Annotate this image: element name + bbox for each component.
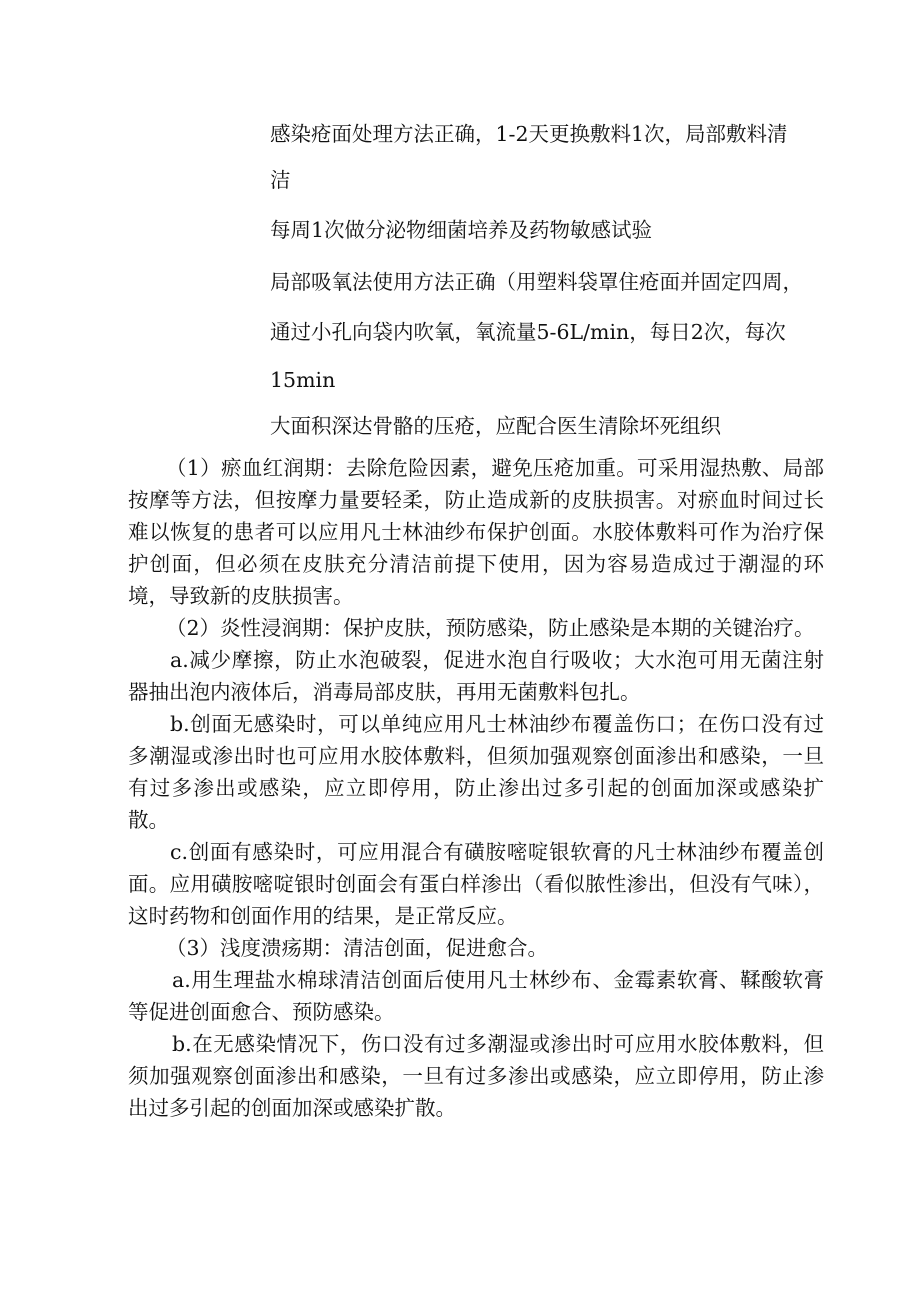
paragraph-stage2-b: b.创面无感染时，可以单纯应用凡士林油纱布覆盖伤口；在伤口没有过多潮湿或渗出时也可应用水胶体敷料，但须加强观察创面渗出和感染，一旦有过多渗出或感染，应立即停用，防止渗出过多引起的创面加深或感染扩散。: [128, 712, 824, 832]
measure-line: 通过小孔向袋内吹氧，氧流量5-6L/min，每日2次，每次: [270, 320, 786, 344]
measure-line: 每周1次做分泌物细菌培养及药物敏感试验: [270, 218, 653, 242]
paragraph-stage3-a: a.用生理盐水棉球清洁创面后使用凡士林纱布、金霉素软膏、鞣酸软膏等促进创面愈合、预防感染。: [128, 968, 824, 1024]
paragraph-stage3-b: b.在无感染情况下，伤口没有过多潮湿或渗出时可应用水胶体敷料，但须加强观察创面渗出和感染，一旦有过多渗出或感染，应立即停用，防止渗出过多引起的创面加深或感染扩散。: [128, 1032, 824, 1120]
measure-line: 15min: [270, 368, 336, 392]
paragraph-stage3: （3）浅度溃疡期：清洁创面，促进愈合。: [166, 936, 549, 960]
paragraph-stage1: （1）瘀血红润期：去除危险因素，避免压疮加重。可采用湿热敷、局部按摩等方法，但按摩力量要轻柔，防止造成新的皮肤损害。对瘀血时间过长难以恢复的患者可以应用凡士林油纱布保护创面。水胶体敷料可作为治疗保护创面，但必须在皮肤充分清洁前提下使用，因为容易造成过于潮湿的环境，导致新的皮肤损害。: [128, 456, 824, 608]
measure-line: 大面积深达骨骼的压疮，应配合医生清除坏死组织: [270, 414, 721, 438]
paragraph-stage2-c: c.创面有感染时，可应用混合有磺胺嘧啶银软膏的凡士林油纱布覆盖创面。应用磺胺嘧啶银时创面会有蛋白样渗出（看似脓性渗出，但没有气味），这时药物和创面作用的结果，是正常反应。: [128, 840, 824, 928]
paragraph-stage2: （2）炎性浸润期：保护皮肤，预防感染，防止感染是本期的关键治疗。: [166, 616, 815, 640]
measure-line: 局部吸氧法使用方法正确（用塑料袋罩住疮面并固定四周，: [270, 270, 803, 294]
body-text: [128, 452, 824, 1124]
paragraph-stage2-a: a.减少摩擦，防止水泡破裂，促进水泡自行吸收；大水泡可用无菌注射器抽出泡内液体后，消毒局部皮肤，再用无菌敷料包扎。: [128, 648, 824, 704]
measure-line: 感染疮面处理方法正确，1-2天更换敷料1次，局部敷料清: [270, 122, 788, 146]
measure-line: 洁: [270, 168, 291, 192]
